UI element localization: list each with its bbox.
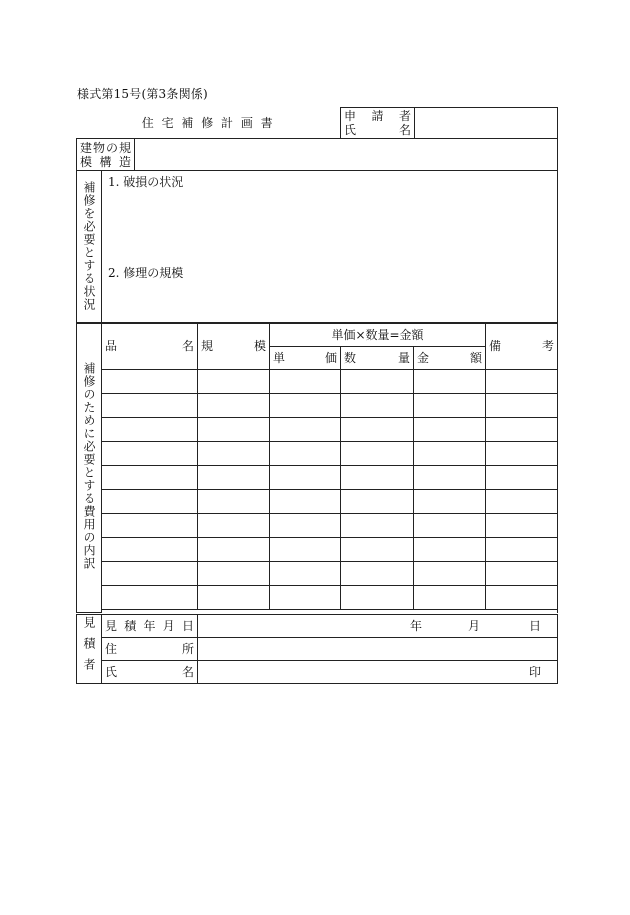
remarks-field[interactable] [486,418,558,442]
item-name-field[interactable] [102,442,198,466]
scale-field[interactable] [198,442,270,466]
scale-field[interactable] [198,370,270,394]
amount-field[interactable] [414,562,486,586]
amount-field[interactable] [414,586,486,610]
amount-field[interactable] [414,538,486,562]
scale-field[interactable] [198,586,270,610]
scale-field[interactable] [198,490,270,514]
cost-row [77,562,558,586]
address-field[interactable] [198,638,558,661]
item-name-field[interactable] [102,586,198,610]
form-title-cell [77,108,341,139]
cost-row [77,370,558,394]
applicant-label: 申 請 者 氏 名 [341,108,415,139]
unit-price-field[interactable] [270,466,341,490]
remarks-field[interactable] [486,370,558,394]
remarks-field[interactable] [486,538,558,562]
form-title: 住 宅 補 修 計 画 書 [141,115,275,130]
item-name-field[interactable] [102,538,198,562]
unit-price-field[interactable] [270,586,341,610]
quantity-field[interactable] [341,418,414,442]
cost-row [77,394,558,418]
amount-field[interactable] [414,514,486,538]
quantity-field[interactable] [341,538,414,562]
day-unit: 日 [529,619,542,633]
col-amount: 金 額 [414,347,486,370]
remarks-field[interactable] [486,442,558,466]
quantity-field[interactable] [341,586,414,610]
item-name-field[interactable] [102,562,198,586]
item-name-field[interactable] [102,370,198,394]
quantity-field[interactable] [341,514,414,538]
applicant-name-field[interactable] [415,108,558,139]
seal-mark: 印 [529,665,542,679]
col-unit-price: 単 価 [270,347,341,370]
col-item-name: 品 名 [102,323,198,370]
quantity-field[interactable] [341,394,414,418]
col-scale: 規 模 [198,323,270,370]
cost-side-label: 補修のために必要とする費用の内訳 [77,323,102,613]
name-label: 氏 名 [102,661,198,684]
quantity-field[interactable] [341,370,414,394]
form-number: 様式第15号(第3条関係) [77,87,208,101]
month-unit: 月 [468,619,481,633]
estimate-date-label: 見 積 年 月 日 [102,615,198,638]
estimate-date-field[interactable] [198,615,558,638]
amount-field[interactable] [414,370,486,394]
scale-field[interactable] [198,538,270,562]
scale-field[interactable] [198,418,270,442]
cost-row [77,442,558,466]
quantity-field[interactable] [341,442,414,466]
damage-status-label: 1. 破損の状況 [108,175,184,189]
name-field[interactable] [198,661,558,684]
unit-price-field[interactable] [270,514,341,538]
item-name-field[interactable] [102,418,198,442]
cost-row [77,418,558,442]
cost-row [77,586,558,610]
cost-row [77,466,558,490]
item-name-field[interactable] [102,490,198,514]
unit-price-field[interactable] [270,490,341,514]
col-quantity: 数 量 [341,347,414,370]
unit-price-field[interactable] [270,562,341,586]
unit-price-field[interactable] [270,370,341,394]
amount-field[interactable] [414,418,486,442]
year-unit: 年 [410,619,423,633]
cost-row [77,514,558,538]
remarks-field[interactable] [486,394,558,418]
col-remarks: 備 考 [486,323,558,370]
item-name-field[interactable] [102,466,198,490]
unit-price-field[interactable] [270,418,341,442]
remarks-field[interactable] [486,562,558,586]
amount-field[interactable] [414,442,486,466]
header-table [76,107,558,324]
amount-field[interactable] [414,490,486,514]
address-label: 住 所 [102,638,198,661]
item-name-field[interactable] [102,514,198,538]
unit-price-field[interactable] [270,538,341,562]
unit-price-field[interactable] [270,442,341,466]
scale-field[interactable] [198,466,270,490]
repair-scale-label: 2. 修理の規模 [108,266,184,280]
cost-table [76,322,558,613]
remarks-field[interactable] [486,514,558,538]
building-label: 建 物 の 規 模 構 造 [77,139,135,170]
cost-row [77,490,558,514]
cost-row [77,538,558,562]
estimator-side-label: 見積者 [77,615,102,684]
col-formula: 単価×数量=金額 [270,323,486,347]
estimator-table [76,614,558,684]
quantity-field[interactable] [341,562,414,586]
repair-reason-field[interactable] [102,171,558,324]
scale-field[interactable] [198,562,270,586]
quantity-field[interactable] [341,466,414,490]
building-structure-field[interactable] [135,139,557,170]
item-name-field[interactable] [102,394,198,418]
remarks-field[interactable] [486,466,558,490]
quantity-field[interactable] [341,490,414,514]
amount-field[interactable] [414,466,486,490]
remarks-field[interactable] [486,586,558,610]
repair-reason-side-label: 補修を必要とする状況 [77,171,102,324]
scale-field[interactable] [198,514,270,538]
scale-field[interactable] [198,394,270,418]
unit-price-field[interactable] [270,394,341,418]
amount-field[interactable] [414,394,486,418]
remarks-field[interactable] [486,490,558,514]
